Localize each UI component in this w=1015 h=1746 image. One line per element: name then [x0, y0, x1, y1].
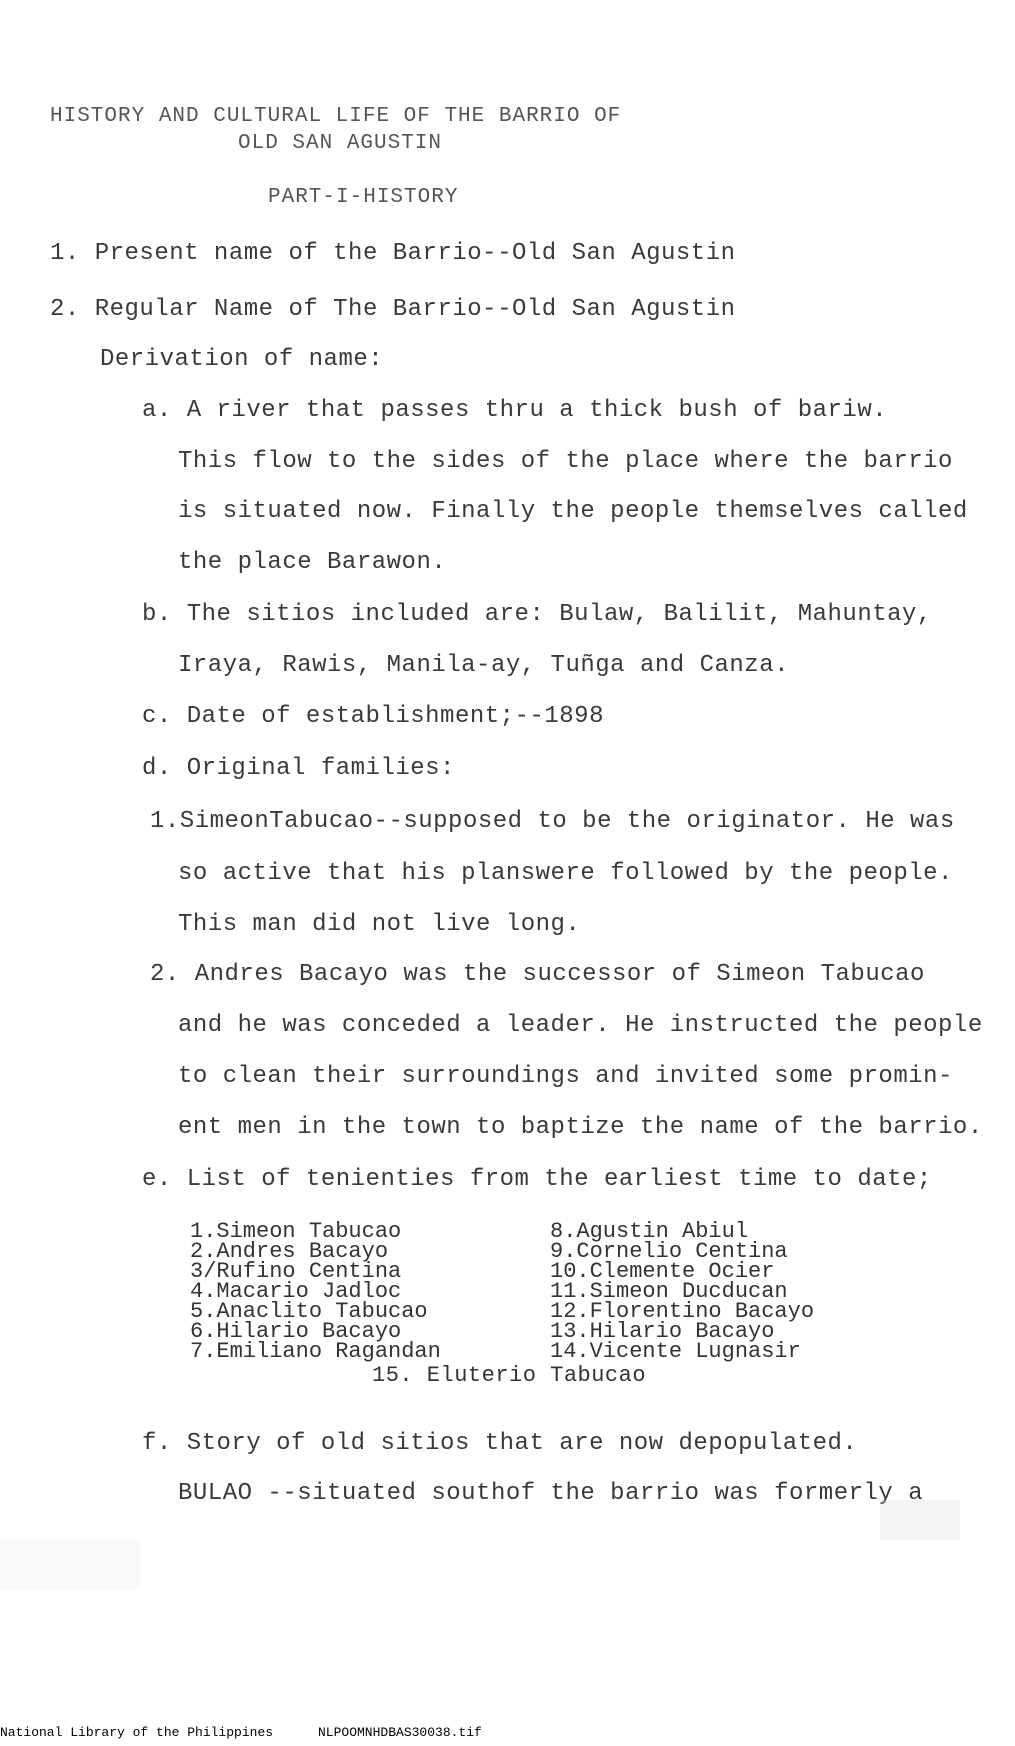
list-item: 5.Anaclito Tabucao: [190, 1299, 428, 1324]
tenientes-right-column: [550, 1219, 815, 1364]
family-1-line1: 1.SimeonTabucao--supposed to be the originator. He was: [150, 808, 955, 835]
list-item: 9.Cornelio Centina: [550, 1239, 788, 1264]
list-item: 4.Macario Jadloc: [190, 1279, 402, 1304]
item-2: 2. Regular Name of The Barrio--Old San Agustin: [50, 296, 736, 323]
list-item: 2.Andres Bacayo: [190, 1239, 389, 1264]
item-f-line2: BULAO --situated southof the barrio was formerly a: [178, 1480, 924, 1507]
item-c: c. Date of establishment;--1898: [142, 703, 604, 730]
family-2-line2: and he was conceded a leader. He instructed the people: [178, 1012, 983, 1039]
family-2-line4: ent men in the town to baptize the name of the barrio.: [178, 1114, 983, 1141]
item-a-line1: a. A river that passes thru a thick bush of bariw.: [142, 397, 888, 424]
item-a-line4: the place Barawon.: [178, 549, 447, 576]
scan-noise: [880, 1500, 960, 1540]
family-2-line3: to clean their surroundings and invited some promin-: [178, 1063, 953, 1090]
item-b-line1: b. The sitios included are: Bulaw, Balilit, Mahuntay,: [142, 601, 932, 628]
family-1-line3: This man did not live long.: [178, 911, 581, 938]
list-item: 14.Vicente Lugnasir: [550, 1339, 801, 1364]
list-item: 13.Hilario Bacayo: [550, 1319, 775, 1344]
part-heading: PART-I-HISTORY: [268, 186, 459, 209]
item-e: e. List of tenienties from the earliest time to date;: [142, 1166, 932, 1193]
list-item: 6.Hilario Bacayo: [190, 1319, 402, 1344]
item-a-line2: This flow to the sides of the place where the barrio: [178, 448, 953, 475]
document-title-line1: HISTORY AND CULTURAL LIFE OF THE BARRIO OF: [50, 105, 622, 128]
scan-noise: [0, 1540, 140, 1590]
list-item: 10.Clemente Ocier: [550, 1259, 775, 1284]
item-d: d. Original families:: [142, 755, 455, 782]
list-item: 3/Rufino Centina: [190, 1259, 402, 1284]
tenientes-left-column: [190, 1219, 441, 1364]
document-title-line2: OLD SAN AGUSTIN: [238, 132, 443, 155]
footer-filename: NLPOOMNHDBAS30038.tif: [318, 1725, 482, 1740]
footer-library: National Library of the Philippines: [0, 1725, 274, 1740]
derivation-label: Derivation of name:: [100, 346, 384, 373]
list-item: 7.Emiliano Ragandan: [190, 1339, 441, 1364]
family-1-line2: so active that his planswere followed by the people.: [178, 860, 953, 887]
list-item: 1.Simeon Tabucao: [190, 1219, 402, 1244]
teniente-15: 15. Eluterio Tabucao: [372, 1363, 647, 1388]
family-2-line1: 2. Andres Bacayo was the successor of Simeon Tabucao: [150, 961, 925, 988]
item-b-line2: Iraya, Rawis, Manila-ay, Tuñga and Canza.: [178, 652, 789, 679]
list-item: 11.Simeon Ducducan: [550, 1279, 788, 1304]
item-a-line3: is situated now. Finally the people themselves called: [178, 498, 968, 525]
item-f-line1: f. Story of old sitios that are now depopulated.: [142, 1430, 858, 1457]
list-item: 8.Agustin Abiul: [550, 1219, 749, 1244]
list-item: 12.Florentino Bacayo: [550, 1299, 815, 1324]
item-1: 1. Present name of the Barrio--Old San Agustin: [50, 240, 736, 267]
